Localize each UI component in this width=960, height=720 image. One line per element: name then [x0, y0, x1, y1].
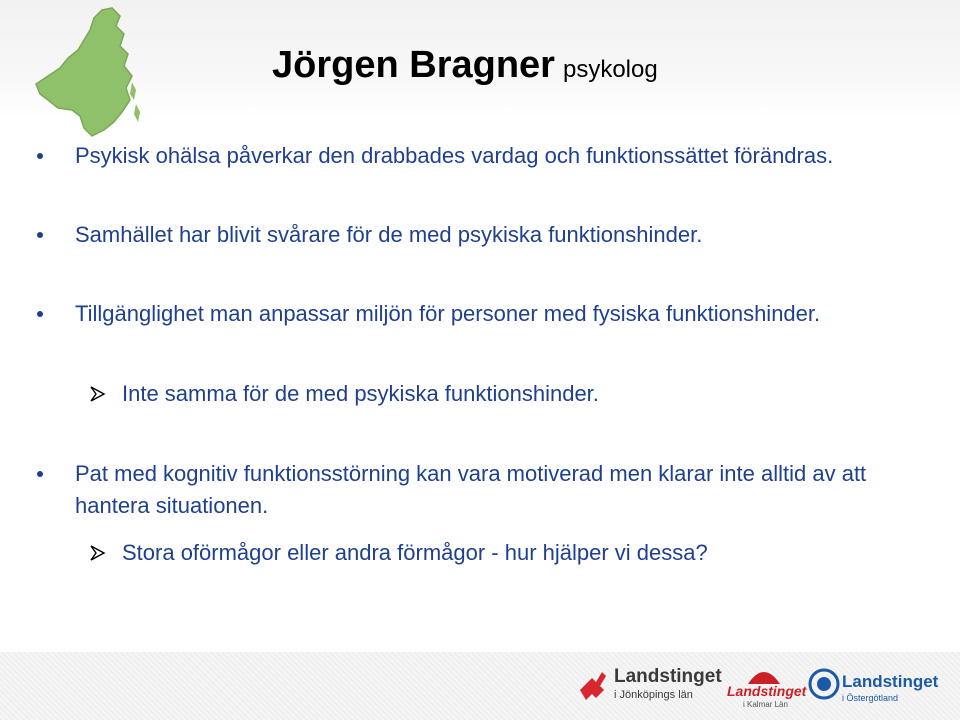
kalmar-region: i Kalmar Län	[743, 700, 788, 709]
bullet-item: Samhället har blivit svårare för de med psykiska funktionshinder.	[75, 219, 875, 251]
jonkoping-region: i Jönköpings län	[614, 689, 693, 701]
bullet-item: Tillgänglighet man anpassar miljön för personer med fysiska funktionshinder.	[75, 298, 875, 330]
sub-bullet-item: Inte samma för de med psykiska funktionshinder.	[122, 381, 599, 406]
bullet-item: Pat med kognitiv funktionsstörning kan vara motiverad men klarar inte alltid av att hantera situationen.	[75, 458, 875, 522]
ostergotland-region: i Östergötland	[842, 693, 899, 703]
presenter-role: psykolog	[562, 56, 658, 83]
bullet-item: Psykisk ohälsa påverkar den drabbades vardag och funktionssättet förändras.	[75, 140, 875, 172]
logo-jonkoping	[572, 662, 722, 708]
ostergotland-name: Landstinget	[842, 672, 939, 691]
jonkoping-emblem-icon	[572, 664, 612, 704]
logo-kalmar	[727, 664, 807, 714]
jonkoping-name: Landstinget	[614, 666, 722, 687]
presenter-name: Jörgen Bragner	[272, 44, 555, 86]
arrow-bullet-icon	[88, 543, 108, 563]
ostergotland-emblem-icon	[808, 668, 840, 700]
arrow-bullet-icon	[88, 384, 108, 404]
kalmar-name: Landstinget	[727, 683, 807, 699]
logo-ostergotland	[808, 664, 948, 710]
sub-bullet-item: Stora oförmågor eller andra förmågor - hur hjälper vi dessa?	[122, 540, 708, 565]
